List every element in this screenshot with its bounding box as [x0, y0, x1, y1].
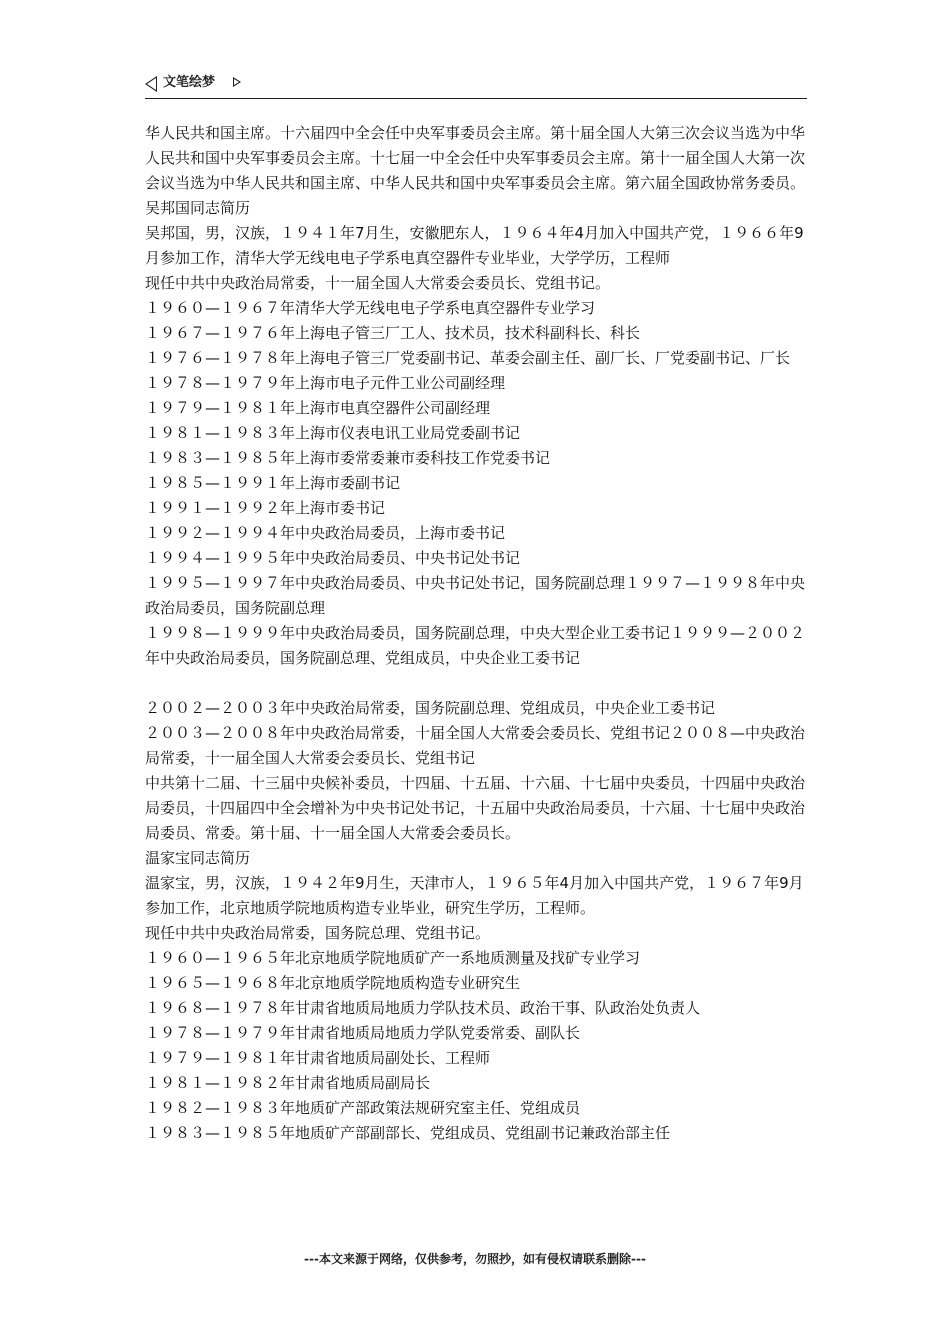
paragraph: １９７９—１９８１年甘肃省地质局副处长、工程师 — [145, 1049, 491, 1067]
page-footer: ---本文来源于网络，仅供参考，勿照抄，如有侵权请联系删除--- — [304, 1252, 646, 1266]
paragraph: １９７８—１９７９年甘肃省地质局地质力学队党委常委、副队长 — [145, 1024, 581, 1042]
paragraph: ２００３—２００８年中央政治局常委，十届全国人大常委会委员长、党组书记２００８—中央政治局常委，十一届全国人大常委会委员长、党组书记 — [145, 724, 806, 767]
paragraph: １９７６—１９７８年上海电子管三厂党委副书记、革委会副主任、副厂长、厂党委副书记、厂长 — [145, 349, 791, 367]
paragraph: １９８５—１９９１年上海市委副书记 — [145, 474, 401, 492]
paragraph: １９８３—１９８５年上海市委常委兼市委科技工作党委书记 — [145, 449, 551, 467]
paragraph: １９９１—１９９２年上海市委书记 — [145, 499, 386, 517]
paragraph: １９９２—１９９４年中央政治局委员，上海市委书记 — [145, 524, 506, 542]
paragraph: １９７８—１９７９年上海市电子元件工业公司副经理 — [145, 374, 506, 392]
header-title: 文笔绘梦 — [163, 75, 216, 90]
paragraph: 吴邦国，男，汉族，１９４１年7月生，安徽肥东人，１９６４年4月加入中国共产党，１９６６年9月参加工作，清华大学无线电电子学系电真空器件专业毕业，大学学历，工程师 — [145, 224, 804, 267]
paragraph: ２００２—２００３年中央政治局常委，国务院副总理、党组成员，中央企业工委书记 — [145, 699, 716, 717]
paragraph: １９８１—１９８３年上海市仪表电讯工业局党委副书记 — [145, 424, 521, 442]
paragraph: 温家宝，男，汉族，１９４２年9月生，天津市人，１９６５年4月加入中国共产党，１９６７年9月参加工作，北京地质学院地质构造专业毕业，研究生学历，工程师。 — [145, 874, 804, 917]
paragraph: 华人民共和国主席。十六届四中全会任中央军事委员会主席。第十届全国人大第三次会议当选为中华人民共和国中央军事委员会主席。十七届一中全会任中央军事委员会主席。第十一届全国人大第一次会议当选为中华人民共和国主席、中华人民共和国中央军事委员会主席。第六届全国政协常务委员。 — [145, 124, 806, 192]
paragraph: １９８１—１９８２年甘肃省地质局副局长 — [145, 1074, 431, 1092]
document-body — [145, 121, 809, 1146]
section-heading: 吴邦国同志简历 — [145, 199, 251, 217]
paragraph: １９６０—１９６７年清华大学无线电电子学系电真空器件专业学习 — [145, 299, 596, 317]
paragraph: 现任中共中央政治局常委，国务院总理、党组书记。 — [145, 924, 491, 942]
paragraph: １９９５—１９９７年中央政治局委员、中央书记处书记，国务院副总理１９９７—１９９８年中央政治局委员，国务院副总理 — [145, 574, 806, 617]
paragraph: 现任中共中央政治局常委，十一届全国人大常委会委员长、党组书记。 — [145, 274, 611, 292]
page-header — [145, 74, 807, 99]
paragraph: 中共第十二届、十三届中央候补委员，十四届、十五届、十六届、十七届中央委员，十四届中央政治局委员，十四届四中全会增补为中央书记处书记，十五届中央政治局委员，十六届、十七届中央政治局委员、常委。第十届、十一届全国人大常委会委员长。 — [145, 774, 806, 842]
paragraph: １９６７—１９７６年上海电子管三厂工人、技术员，技术科副科长、科长 — [145, 324, 641, 342]
paragraph: １９９４—１９９５年中央政治局委员、中央书记处书记 — [145, 549, 521, 567]
paragraph: １９７９—１９８１年上海市电真空器件公司副经理 — [145, 399, 491, 417]
paragraph: １９６５—１９６８年北京地质学院地质构造专业研究生 — [145, 974, 521, 992]
paragraph: １９６８—１９７８年甘肃省地质局地质力学队技术员、政治干事、队政治处负责人 — [145, 999, 701, 1017]
blank-line — [145, 671, 809, 696]
paragraph: １９８２—１９８３年地质矿产部政策法规研究室主任、党组成员 — [145, 1099, 581, 1117]
triangle-left-icon — [145, 76, 157, 92]
paragraph: １９６０—１９６５年北京地质学院地质矿产一系地质测量及找矿专业学习 — [145, 949, 641, 967]
section-heading: 温家宝同志简历 — [145, 849, 251, 867]
paragraph: １９９８—１９９９年中央政治局委员，国务院副总理，中央大型企业工委书记１９９９—２００２年中央政治局委员，国务院副总理、党组成员，中央企业工委书记 — [145, 624, 806, 667]
triangle-right-icon — [233, 77, 241, 87]
paragraph: １９８３—１９８５年地质矿产部副部长、党组成员、党组副书记兼政治部主任 — [145, 1124, 671, 1142]
